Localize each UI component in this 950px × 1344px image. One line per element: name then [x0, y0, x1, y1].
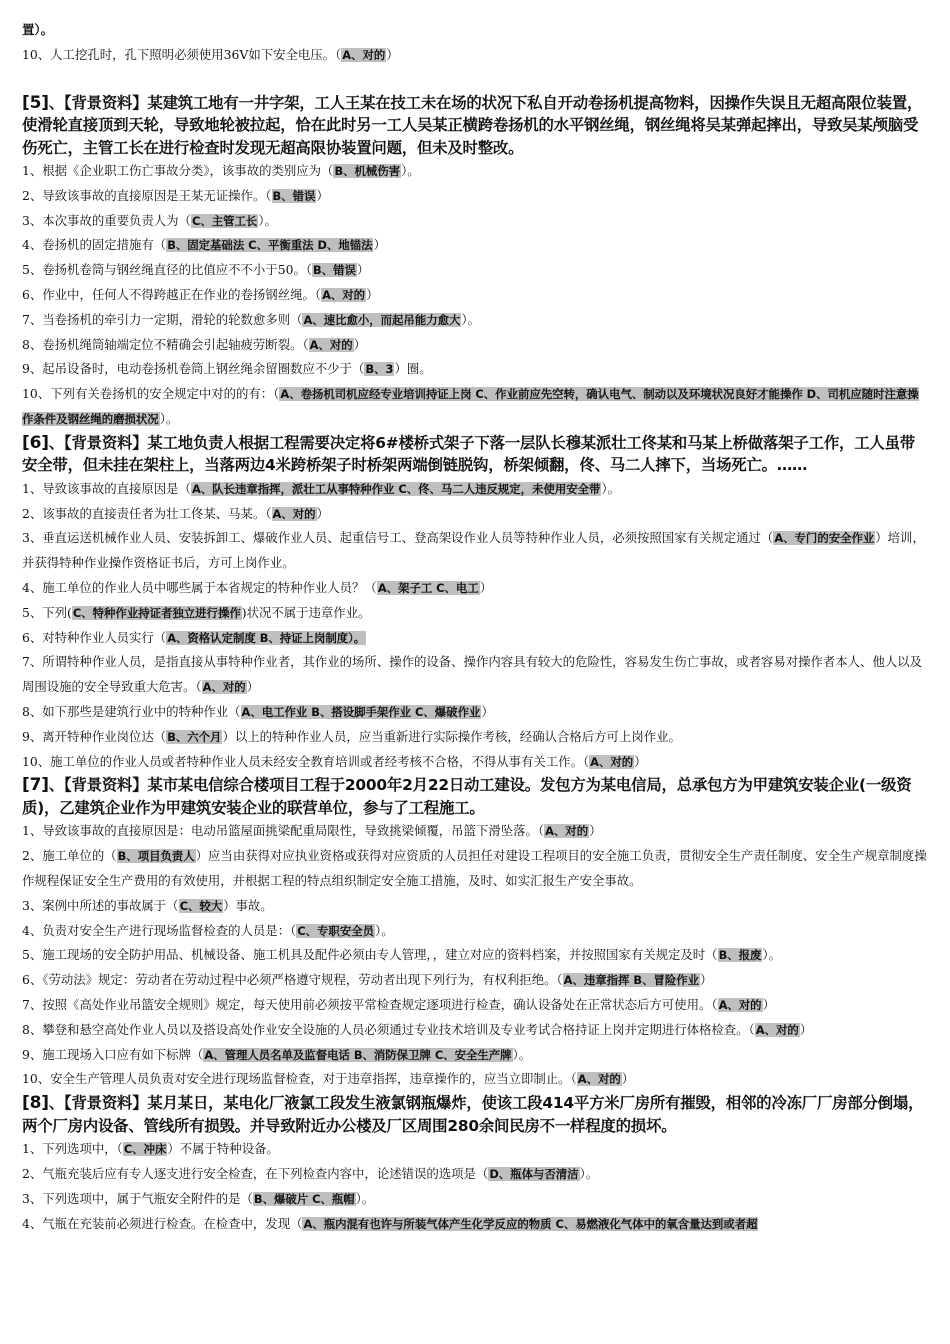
answer-highlight: C、专职安全员	[297, 923, 374, 938]
q-6-6	[22, 626, 928, 651]
q-8-4	[22, 1212, 928, 1237]
q-6-1	[22, 477, 928, 502]
text-fragment: ）	[246, 679, 260, 695]
answer-highlight: B、固定基础法 C、平衡重法 D、地锚法	[167, 238, 373, 253]
answer-highlight: B、错误	[313, 263, 356, 278]
q-8-2	[22, 1162, 928, 1187]
q-8-3	[22, 1187, 928, 1212]
q-7-2	[22, 844, 928, 894]
text-fragment: ）以上的特种作业人员，应当重新进行实际操作考核，经确认合格后方可上岗作业。	[222, 728, 681, 744]
text-fragment: 5、下列(	[22, 604, 72, 620]
answer-highlight: A、卷扬机司机应经专业培训持证上岗 C、作业前应先空转，确认电气、制动以及环境状况良好才能操作 D、司机应随时注意操作条件及钢丝绳的磨损状况	[22, 387, 919, 427]
answer-highlight: A、对的	[309, 337, 353, 352]
text-fragment: 3、下列选项中，属于气瓶安全附件的是（	[22, 1190, 253, 1206]
text-fragment: 1、下列选项中，（	[22, 1141, 123, 1157]
q-7-6	[22, 968, 928, 993]
q-7-3	[22, 894, 928, 919]
text-fragment: 1、导致该事故的直接原因是（	[22, 480, 191, 496]
text-fragment: 5、施工现场的安全防护用品、机械设备、施工机具及配件必须由专人管理，，建立对应的资料档案，并按照国家有关规定及时（	[22, 947, 718, 963]
text-fragment: ）圈。	[394, 361, 432, 377]
text-fragment: 3、垂直运送机械作业人员、安装拆卸工、爆破作业人员、起重信号工、登高架设作业人员等特种作业人员，必须按照国家有关规定通过（	[22, 530, 774, 546]
answer-highlight: A、电工作业 B、搭设脚手架作业 C、爆破作业	[241, 705, 481, 720]
answer-highlight: B、机械伤害	[334, 164, 401, 179]
text-fragment: 9、施工现场入口应有如下标牌（	[22, 1046, 204, 1062]
text-fragment: 10、施工单位的作业人员或者特种作业人员未经安全教育培训或者经考核不合格，不得从事有关工作。（	[22, 753, 590, 769]
answer-highlight: A、架子工 C、电工	[377, 581, 479, 596]
text-fragment: 3、案例中所述的事故属于（	[22, 897, 179, 913]
text-fragment: ）。	[355, 1190, 375, 1206]
q-5-1	[22, 159, 928, 184]
text-fragment: 、【背景资料】某工地负责人根据工程需要决定将6#楼桥式架子下落一层队长穆某派壮工佟某和马某上桥做落架子工作，工人虽带安全带，但未挂在架柱上，当落两边4米跨桥架子时桥架两端倒链脱钩，桥架倾翻，佟、马二人摔下，当场死亡。……	[22, 433, 915, 475]
text-fragment: 、【背景资料】某市某电信综合楼项目工程于2000年2月22日动工建设。发包方为某电信局，总承包方为甲建筑安装企业(一级资质)，乙建筑企业作为甲建筑安装企业的联营单位，参与了工程施工。	[22, 776, 912, 817]
text-fragment: ）。	[762, 947, 782, 963]
answer-highlight: A、对的	[202, 680, 246, 695]
answer-highlight: C、冲床	[123, 1142, 167, 1157]
line-carry	[22, 18, 928, 43]
text-fragment: ）	[316, 505, 329, 521]
text-fragment: ）。	[461, 311, 480, 327]
text-fragment: 2、施工单位的（	[22, 848, 117, 864]
answer-highlight: A、对的	[342, 47, 386, 62]
q-6-2	[22, 502, 928, 527]
text-fragment: ）	[634, 753, 647, 769]
q-7-4	[22, 919, 928, 944]
answer-highlight: D、瓶体与否清洁	[489, 1166, 579, 1181]
text-fragment: ）。	[512, 1046, 532, 1062]
text-fragment: 4、卷扬机的固定措施有（	[22, 237, 167, 253]
case-8-heading	[22, 1092, 928, 1137]
text-fragment: 5、卷扬机卷筒与钢丝绳直径的比值应不不小于50。（	[22, 262, 313, 278]
answer-highlight: A、管理人员名单及监督电话 B、消防保卫牌 C、安全生产牌	[204, 1047, 512, 1062]
text-fragment: 2、导致该事故的直接原因是王某无证操作。（	[22, 187, 272, 203]
answer-highlight: C、特种作业持证者独立进行操作	[72, 605, 241, 620]
q-5-2	[22, 184, 928, 209]
text-fragment: ）	[373, 237, 386, 253]
q-5-5	[22, 258, 928, 283]
q-5-4	[22, 233, 928, 258]
q-7-8	[22, 1018, 928, 1043]
text-fragment: 8、如下那些是建筑行业中的特种作业（	[22, 704, 241, 720]
q-6-7	[22, 650, 928, 700]
text-fragment: 6、对特种作业人员实行（	[22, 629, 167, 645]
q-5-9	[22, 357, 928, 382]
q-6-5	[22, 601, 928, 626]
text-fragment: ）。	[159, 411, 179, 427]
answer-highlight: A、对的	[545, 824, 589, 839]
text-fragment: 8、卷扬机绳筒轴端定位不精确会引起轴疲劳断裂。（	[22, 336, 309, 352]
text-fragment: 8、攀登和悬空高处作业人员以及搭设高处作业安全设施的人员必须通过专业技术培训及专业考试合格持证上岗并定期进行体格检查。（	[22, 1021, 755, 1037]
text-fragment: 7、按照《高处作业吊篮安全规则》规定，每天使用前必须按平常检查规定逐项进行检查，确认设备处在正常状态后方可使用。（	[22, 997, 718, 1012]
answer-highlight: A、对的	[272, 506, 316, 521]
text-fragment: 2、气瓶充装后应有专人逐支进行安全检查，在下列检查内容中，论述错误的选项是（	[22, 1165, 489, 1181]
text-fragment: 1、导致该事故的直接原因是：电动吊篮屋面挑梁配重局限性，导致挑梁倾覆，吊篮下滑坠落。（	[22, 823, 545, 839]
answer-highlight: A、对的	[718, 998, 762, 1012]
text-fragment: ）。	[258, 212, 277, 228]
text-fragment: 、【背景资料】某月某日，某电化厂液氯工段发生液氯钢瓶爆炸，使该工段414平方米厂房所有摧毁，相邻的冷冻厂厂房部分倒塌，两个厂房内设备、管线所有损毁。并导致附近办公楼及厂区周围280余间民房不一样程度的损坏。	[22, 1094, 924, 1135]
text-fragment: ）	[479, 580, 493, 596]
text-fragment: 10、下列有关卷扬机的安全规定中对的的有：（	[22, 386, 280, 402]
q-7-5	[22, 943, 928, 968]
text-fragment: ）事故。	[223, 897, 273, 913]
q-5-7	[22, 308, 928, 333]
answer-highlight: C、较大	[179, 898, 223, 913]
text-fragment: ）	[621, 1071, 635, 1087]
answer-highlight: B、错误	[272, 188, 316, 203]
answer-highlight: A、对的	[755, 1022, 799, 1037]
case-6-heading	[22, 432, 928, 477]
q-5-3	[22, 209, 928, 234]
text-fragment: ）应当由获得对应执业资格或获得对应资质的人员担任对建设工程项目的安全施工负责，贯彻安全生产责任制度、安全生产规章制度操作规程保证安全生产费用的有效使用，并根据工程的特点组织制定安全施工措施，及时、如实汇报生产安全事故。	[22, 848, 927, 889]
text-fragment: 6、《劳动法》规定：劳动者在劳动过程中必须严格遵守规程，劳动者出现下列行为，有权利拒绝。（	[22, 972, 563, 988]
text-fragment: ）	[366, 287, 379, 303]
text-fragment: 、【背景资料】某建筑工地有一井字架，工人王某在技工未在场的状况下私自开动卷扬机提高物料，因操作失误且无超高限位装置，使滑轮直接顶到天轮，导致地轮被拉起，恰在此时另一工人吴某正横跨卷扬机的水平钢丝绳，钢丝绳将吴某弹起摔出，导致吴某颅脑受伤死亡，主管工长在进行检查时发现无超高限协装置问题，但未及时整改。	[22, 93, 923, 157]
text-fragment: 2、该事故的直接责任者为壮工佟某、马某。（	[22, 505, 272, 521]
q-5-8	[22, 333, 928, 358]
answer-highlight: A、违章指挥 B、冒险作业	[563, 973, 700, 988]
answer-highlight: B、3	[365, 362, 394, 377]
text-fragment: 3、本次事故的重要负责人为（	[22, 212, 191, 228]
answer-highlight: C、主管工长	[191, 213, 258, 228]
answer-highlight: A、瓶内混有也许与所装气体产生化学反应的物质 C、易燃液化气体中的氧含量达到或者超	[303, 1216, 758, 1231]
case-5-heading	[22, 92, 928, 160]
text-fragment: ）	[700, 972, 713, 988]
text-fragment: ）不属于特种设备。	[167, 1141, 279, 1157]
case-number: [7]	[22, 775, 49, 796]
text-fragment: 10、安全生产管理人员负责对安全进行现场监督检查，对于违章指挥，违章操作的，应当立即制止。（	[22, 1071, 577, 1087]
document-page	[22, 18, 928, 1236]
text-fragment: ）。	[579, 1165, 599, 1181]
q-6-4	[22, 576, 928, 601]
answer-highlight: A、速比愈小，而起吊能力愈大	[303, 312, 461, 327]
text-fragment: 置）。	[22, 22, 53, 37]
case-7-heading	[22, 774, 928, 819]
q-8-1	[22, 1137, 928, 1162]
text-fragment: ）	[589, 823, 602, 839]
text-fragment: ）	[799, 1021, 813, 1037]
answer-highlight: B、项目负责人	[117, 849, 195, 864]
case-number: [5]	[22, 92, 49, 113]
case-number: [8]	[22, 1093, 49, 1114]
text-fragment: 10、人工挖孔时，孔下照明必须使用36V如下安全电压。（	[22, 46, 342, 62]
q-6-10	[22, 750, 928, 775]
text-fragment: ）	[316, 187, 329, 203]
text-fragment: 4、气瓶在充装前必须进行检查。在检查中，发现（	[22, 1215, 303, 1231]
text-fragment: ）。	[401, 163, 420, 179]
q-7-10	[22, 1067, 928, 1092]
text-fragment: ）	[356, 262, 370, 278]
text-fragment: 7、当卷扬机的牵引力一定期，滑轮的轮数愈多则（	[22, 311, 303, 327]
q-5-6	[22, 283, 928, 308]
q-4-10	[22, 43, 928, 68]
section-gap	[22, 68, 928, 92]
text-fragment: ）	[481, 704, 494, 720]
text-fragment: ）。	[601, 480, 620, 496]
text-fragment: 7、所谓特种作业人员，是指直接从事特种作业者，其作业的场所、操作的设备、操作内容具有较大的危险性，容易发生伤亡事故，或者容易对操作者本人、他人以及周围设施的安全导致重大危害。（	[22, 654, 923, 695]
q-6-3	[22, 526, 928, 576]
text-fragment: 9、离开特种作业岗位达（	[22, 728, 167, 744]
text-fragment: 6、作业中，任何人不得跨越正在作业的卷扬钢丝绳。（	[22, 287, 322, 303]
answer-highlight: A、对的	[577, 1072, 621, 1087]
text-fragment: ）。	[375, 922, 394, 938]
answer-highlight: A、队长违章指挥，派壮工从事特种作业 C、佟、马二人违反规定，未使用安全带	[191, 481, 601, 496]
q-6-9	[22, 725, 928, 750]
text-fragment: 1、根据《企业职工伤亡事故分类》，该事故的类别应为（	[22, 163, 334, 179]
text-fragment: ）培训，并获得特种作业操作资格证书后，方可上岗作业。	[22, 530, 925, 571]
text-fragment: )状况不属于违章作业。	[241, 604, 371, 620]
answer-highlight: A、对的	[590, 754, 634, 769]
text-fragment: 9、起吊设备时，电动卷扬机卷筒上钢丝绳余留圈数应不少于（	[22, 361, 365, 377]
answer-highlight: B、六个月	[167, 729, 222, 744]
q-7-1	[22, 819, 928, 844]
case-number: [6]	[22, 432, 49, 453]
q-7-7	[22, 993, 928, 1018]
q-7-9	[22, 1043, 928, 1068]
answer-highlight: B、爆破片 C、瓶帽	[253, 1191, 355, 1206]
answer-highlight: A、资格认定制度 B、持证上岗制度）。	[167, 630, 366, 645]
text-fragment: ）	[386, 46, 399, 62]
text-fragment: 4、负责对安全生产进行现场监督检查的人员是：（	[22, 922, 297, 938]
q-5-10	[22, 382, 928, 432]
q-6-8	[22, 700, 928, 725]
answer-highlight: B、报废	[718, 948, 762, 963]
answer-highlight: A、专门的安全作业	[774, 531, 875, 546]
text-fragment: 4、施工单位的作业人员中哪些属于本省规定的特种作业人员？（	[22, 580, 377, 596]
text-fragment: ）	[353, 336, 367, 352]
text-fragment: ）	[762, 997, 775, 1012]
answer-highlight: A、对的	[322, 288, 366, 303]
